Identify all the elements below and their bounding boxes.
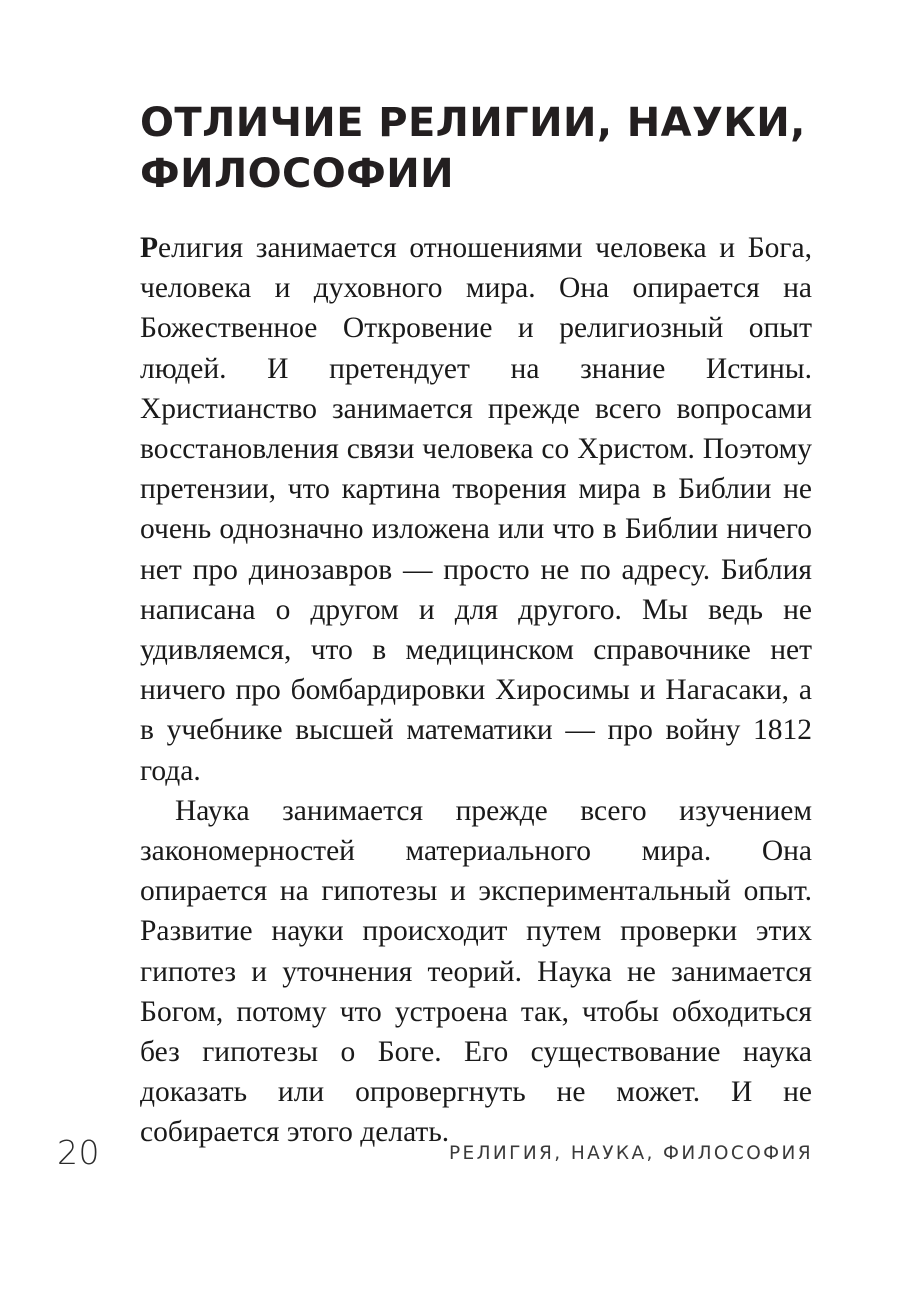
running-head: РЕЛИГИЯ, НАУКА, ФИЛОСОФИЯ <box>448 1143 813 1164</box>
page-footer <box>0 1133 905 1179</box>
paragraph-initial-letter: Р <box>140 232 159 264</box>
page-title: ОТЛИЧИЕ РЕЛИГИИ, НАУКИ, ФИЛОСОФИИ <box>140 100 806 197</box>
body-text-block <box>140 228 812 1153</box>
paragraph-2: Наука занимается прежде всего изучением закономерностей материального мира. Она опирается на гипотезы и экспериментальный опыт. Развитие науки происходит путем проверки этих гипотез и уточнения теорий. Наука не занимается Богом, потому что устроена так, чтобы обходиться без гипотезы о Боге. Его существование наука доказать или опровергнуть не может. И не собирается этого делать. <box>140 794 812 1149</box>
page-number: 20 <box>57 1133 100 1172</box>
paragraph-1-text: елигия занимается отношениями человека и Бога, человека и духовного мира. Она опирается на Божественное Откровение и религиозный опыт людей. И претендует на знание Истины. Христианство занимается прежде всего вопросами восстановления связи человека со Христом. Поэтому претензии, что картина творения мира в Библии не очень однозначно изложена или что в Библии ничего нет про динозавров — просто не по адресу. Библия написана о другом и для другого. Мы ведь не удивляемся, что в медицинском справочнике нет ничего про бомбардировки Хиросимы и Нагасаки, а в учебнике высшей математики — про войну 1812 года. <box>140 232 812 787</box>
paragraph-1 <box>140 228 812 791</box>
